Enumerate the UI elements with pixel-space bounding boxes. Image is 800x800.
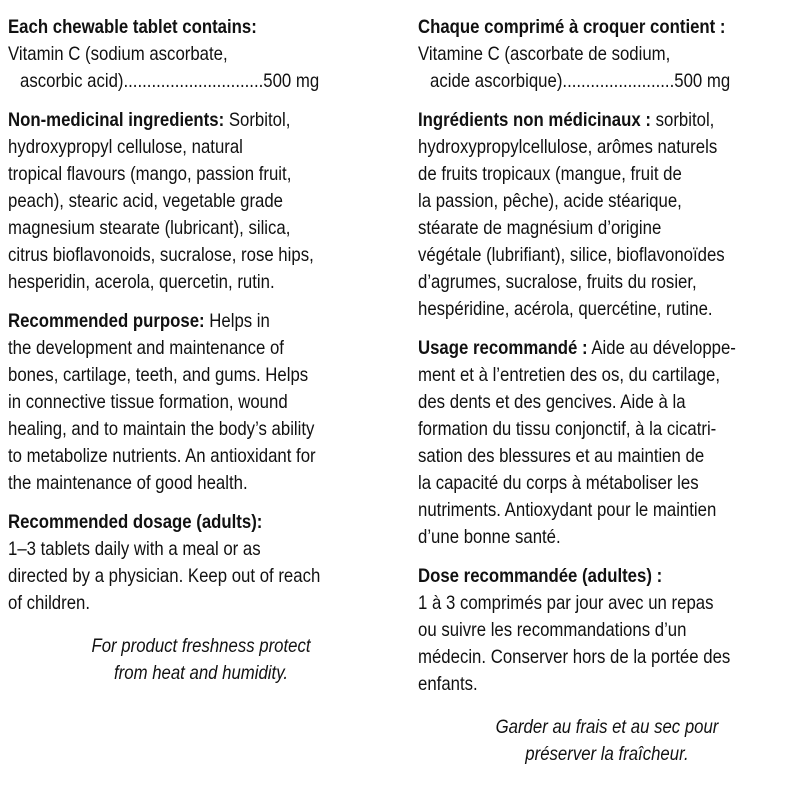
dosage-heading: Recommended dosage (adults): bbox=[8, 511, 263, 533]
nonmedicinal-section bbox=[418, 107, 796, 323]
purpose-section bbox=[418, 335, 796, 551]
dosage-line: 1–3 tablets daily with a meal or as bbox=[8, 538, 261, 560]
nonmedicinal-text: sorbitol, bbox=[650, 109, 715, 131]
storage-note bbox=[35, 633, 367, 687]
nonmedicinal-line: magnesium stearate (lubricant), silica, bbox=[8, 217, 291, 239]
nonmedicinal-line: citrus bioflavonoids, sucralose, rose hips, bbox=[8, 244, 314, 266]
nonmedicinal-line: la passion, pêche), acide stéarique, bbox=[418, 190, 682, 212]
nonmedicinal-line: hesperidin, acerola, quercetin, rutin. bbox=[8, 271, 275, 293]
contains-line: Vitamin C (sodium ascorbate, bbox=[8, 43, 228, 65]
nonmedicinal-heading: Ingrédients non médicinaux : bbox=[418, 109, 651, 131]
purpose-first-line bbox=[418, 335, 743, 362]
nonmedicinal-line: d’agrumes, sucralose, fruits du rosier, bbox=[418, 271, 697, 293]
dosage-line: of children. bbox=[8, 592, 91, 614]
purpose-line: d’une bonne santé. bbox=[418, 526, 561, 548]
purpose-first-line bbox=[8, 308, 340, 335]
storage-note-line: For product freshness protect bbox=[91, 635, 311, 657]
nonmedicinal-line: de fruits tropicaux (mangue, fruit de bbox=[418, 163, 682, 185]
dosage-line: 1 à 3 comprimés par jour avec un repas bbox=[418, 592, 714, 614]
purpose-line: bones, cartilage, teeth, and gums. Helps bbox=[8, 364, 309, 386]
contains-heading: Each chewable tablet contains: bbox=[8, 16, 257, 38]
contains-section bbox=[418, 14, 796, 95]
purpose-line: la capacité du corps à métaboliser les bbox=[418, 472, 699, 494]
purpose-heading: Usage recommandé : bbox=[418, 337, 588, 359]
purpose-line: formation du tissu conjonctif, à la cicatri- bbox=[418, 418, 717, 440]
purpose-line: in connective tissue formation, wound bbox=[8, 391, 288, 413]
nonmedicinal-line: stéarate de magnésium d’origine bbox=[418, 217, 662, 239]
purpose-line: the maintenance of good health. bbox=[8, 472, 248, 494]
nonmedicinal-first-line bbox=[418, 107, 743, 134]
purpose-line: healing, and to maintain the body’s ability bbox=[8, 418, 315, 440]
purpose-line: the development and maintenance of bbox=[8, 337, 284, 359]
contains-heading: Chaque comprimé à croquer contient : bbox=[418, 16, 726, 38]
purpose-line: nutriments. Antioxydant pour le maintien bbox=[418, 499, 717, 521]
storage-note-line: from heat and humidity. bbox=[113, 662, 288, 684]
contains-section bbox=[8, 14, 394, 95]
nonmedicinal-heading: Non-medicinal ingredients: bbox=[8, 109, 225, 131]
contains-line: Vitamine C (ascorbate de sodium, bbox=[418, 43, 671, 65]
dosage-line: enfants. bbox=[418, 673, 478, 695]
purpose-heading: Recommended purpose: bbox=[8, 310, 205, 332]
dosage-line: ou suivre les recommandations d’un bbox=[418, 619, 687, 641]
contains-line: ascorbic acid)..............................500 mg bbox=[20, 70, 320, 92]
nonmedicinal-line: tropical flavours (mango, passion fruit, bbox=[8, 163, 292, 185]
storage-note bbox=[444, 714, 769, 768]
purpose-line: ment et à l’entretien des os, du cartilage, bbox=[418, 364, 721, 386]
dosage-line: médecin. Conserver hors de la portée des bbox=[418, 646, 731, 668]
nonmedicinal-line: peach), stearic acid, vegetable grade bbox=[8, 190, 284, 212]
french-column bbox=[418, 14, 796, 768]
storage-note-line: préserver la fraîcheur. bbox=[525, 743, 689, 765]
dosage-section bbox=[418, 563, 796, 698]
purpose-line: sation des blessures et au maintien de bbox=[418, 445, 705, 467]
purpose-line: to metabolize nutrients. An antioxidant for bbox=[8, 445, 316, 467]
nonmedicinal-line: hespéridine, acérola, quercétine, rutine. bbox=[418, 298, 713, 320]
english-column bbox=[8, 14, 394, 687]
nonmedicinal-line: végétale (lubrifiant), silice, bioflavonoïdes bbox=[418, 244, 725, 266]
nonmedicinal-line: hydroxypropyl cellulose, natural bbox=[8, 136, 243, 158]
nonmedicinal-section bbox=[8, 107, 394, 296]
purpose-text: Helps in bbox=[204, 310, 270, 332]
dosage-line: directed by a physician. Keep out of reach bbox=[8, 565, 321, 587]
nonmedicinal-line: hydroxypropylcellulose, arômes naturels bbox=[418, 136, 718, 158]
purpose-text: Aide au développe- bbox=[587, 337, 736, 359]
purpose-section bbox=[8, 308, 394, 497]
purpose-line: des dents et des gencives. Aide à la bbox=[418, 391, 686, 413]
nonmedicinal-first-line bbox=[8, 107, 340, 134]
dosage-section bbox=[8, 509, 394, 617]
nonmedicinal-text: Sorbitol, bbox=[224, 109, 291, 131]
dosage-heading: Dose recommandée (adultes) : bbox=[418, 565, 663, 587]
storage-note-line: Garder au frais et au sec pour bbox=[495, 716, 719, 738]
contains-line: acide ascorbique)........................500 mg bbox=[430, 70, 731, 92]
